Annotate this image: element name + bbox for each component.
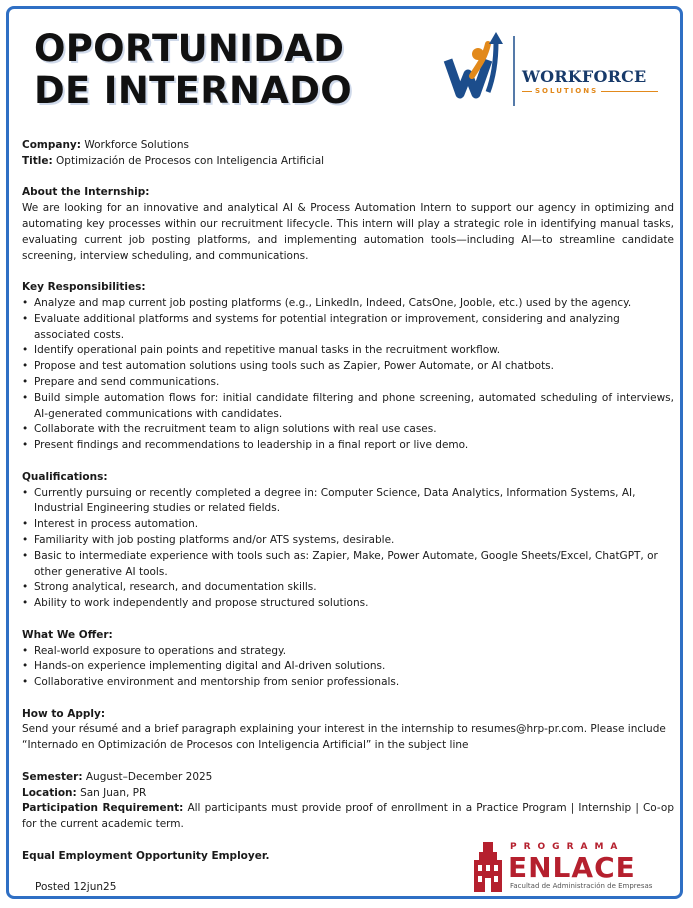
qualifications-list bbox=[22, 486, 674, 612]
participation-label: Participation Requirement: bbox=[22, 802, 184, 815]
semester-line bbox=[22, 770, 674, 786]
location-label: Location: bbox=[22, 786, 77, 799]
title-field-value: Optimización de Procesos con Inteligencia Artificial bbox=[56, 154, 325, 167]
building-icon bbox=[470, 840, 506, 894]
eeo-statement: Equal Employment Opportunity Employer. bbox=[22, 849, 270, 862]
about-text: We are looking for an innovative and analytical AI & Process Automation Intern to support our agency in optimizing and automating key processes within our recruitment lifecycle. This intern will play a strategic role in identifying manual tasks, evaluating current job posting platforms, and implementing automation tools—including AI—to streamline candidate screening, interview scheduling, and communications. bbox=[22, 202, 674, 262]
list-item: • Strong analytical, research, and documentation skills. bbox=[22, 580, 674, 596]
about-heading: About the Internship: bbox=[22, 186, 150, 199]
list-item: • Collaborative environment and mentorship from senior professionals. bbox=[22, 675, 674, 691]
responsibilities-heading: Key Responsibilities: bbox=[22, 281, 146, 294]
list-item: • Hands-on experience implementing digital and AI-driven solutions. bbox=[22, 659, 674, 675]
list-item: • Real-world exposure to operations and strategy. bbox=[22, 644, 674, 660]
offer-heading: What We Offer: bbox=[22, 628, 113, 641]
list-item: • Currently pursuing or recently completed a degree in: Computer Science, Data Analytics, Information Systems, AI, Industrial Engineering studies or related fields. bbox=[22, 486, 674, 518]
logo-brand: WORKFORCE bbox=[522, 67, 647, 86]
workforce-logo bbox=[442, 30, 662, 114]
title-line-2: DE INTERNADO bbox=[34, 69, 352, 112]
list-item: • Ability to work independently and propose structured solutions. bbox=[22, 596, 674, 612]
list-item: • Propose and test automation solutions using tools such as Zapier, Power Automate, or AI chatbots. bbox=[22, 359, 674, 375]
list-item: • Present findings and recommendations to leadership in a final report or live demo. bbox=[22, 438, 674, 454]
company-line bbox=[22, 138, 674, 154]
semester-value: August–December 2025 bbox=[85, 770, 213, 783]
location-line bbox=[22, 786, 674, 802]
posting-body bbox=[22, 138, 674, 865]
page-title bbox=[34, 28, 352, 112]
list-item: • Collaborate with the recruitment team to align solutions with real use cases. bbox=[22, 422, 674, 438]
list-item: • Build simple automation flows for: initial candidate filtering and phone screening, automated scheduling of interviews, AI-generated communications with candidates. bbox=[22, 391, 674, 423]
location-value: San Juan, PR bbox=[80, 786, 147, 799]
enlace-name: ENLACE bbox=[508, 851, 636, 884]
programa-enlace-logo bbox=[470, 838, 670, 894]
apply-text: Send your résumé and a brief paragraph explaining your interest in the internship to resumes@hrp-pr.com. Please include “Internado en Optimización de Procesos con Inteligencia Artificial” in the subject line bbox=[22, 723, 666, 752]
title-field-line bbox=[22, 154, 674, 170]
list-item: • Familiarity with job posting platforms and/or ATS systems, desirable. bbox=[22, 533, 674, 549]
list-item: • Evaluate additional platforms and systems for potential integration or improvement, considering and analyzing associated costs. bbox=[22, 312, 674, 344]
list-item: • Prepare and send communications. bbox=[22, 375, 674, 391]
logo-tagline: SOLUTIONS bbox=[532, 87, 601, 95]
qualifications-heading: Qualifications: bbox=[22, 470, 108, 483]
enlace-program-label: PROGRAMA bbox=[510, 842, 625, 852]
participation-value: All participants must provide proof of enrollment in a Practice Program | Internship | Co-op for the current academic term. bbox=[22, 802, 674, 831]
offer-list bbox=[22, 644, 674, 691]
company-label: Company: bbox=[22, 139, 81, 151]
list-item: • Analyze and map current job posting platforms (e.g., LinkedIn, Indeed, CatsOne, Jooble, etc.) used by the agency. bbox=[22, 296, 674, 312]
apply-heading: How to Apply: bbox=[22, 707, 106, 720]
company-value: Workforce Solutions bbox=[84, 139, 189, 151]
semester-label: Semester: bbox=[22, 770, 83, 783]
enlace-subtitle: Facultad de Administración de Empresas bbox=[510, 882, 653, 890]
participation-line bbox=[22, 801, 674, 833]
workforce-emblem-icon bbox=[442, 30, 518, 110]
title-field-label: Title: bbox=[22, 154, 53, 167]
list-item: • Identify operational pain points and repetitive manual tasks in the recruitment workflow. bbox=[22, 343, 674, 359]
posted-date: Posted 12jun25 bbox=[35, 881, 117, 893]
list-item: • Interest in process automation. bbox=[22, 517, 674, 533]
responsibilities-list bbox=[22, 296, 674, 454]
title-line-1: OPORTUNIDAD bbox=[34, 27, 345, 70]
list-item: • Basic to intermediate experience with tools such as: Zapier, Make, Power Automate, Google Sheets/Excel, ChatGPT, or other generative AI tools. bbox=[22, 549, 674, 581]
